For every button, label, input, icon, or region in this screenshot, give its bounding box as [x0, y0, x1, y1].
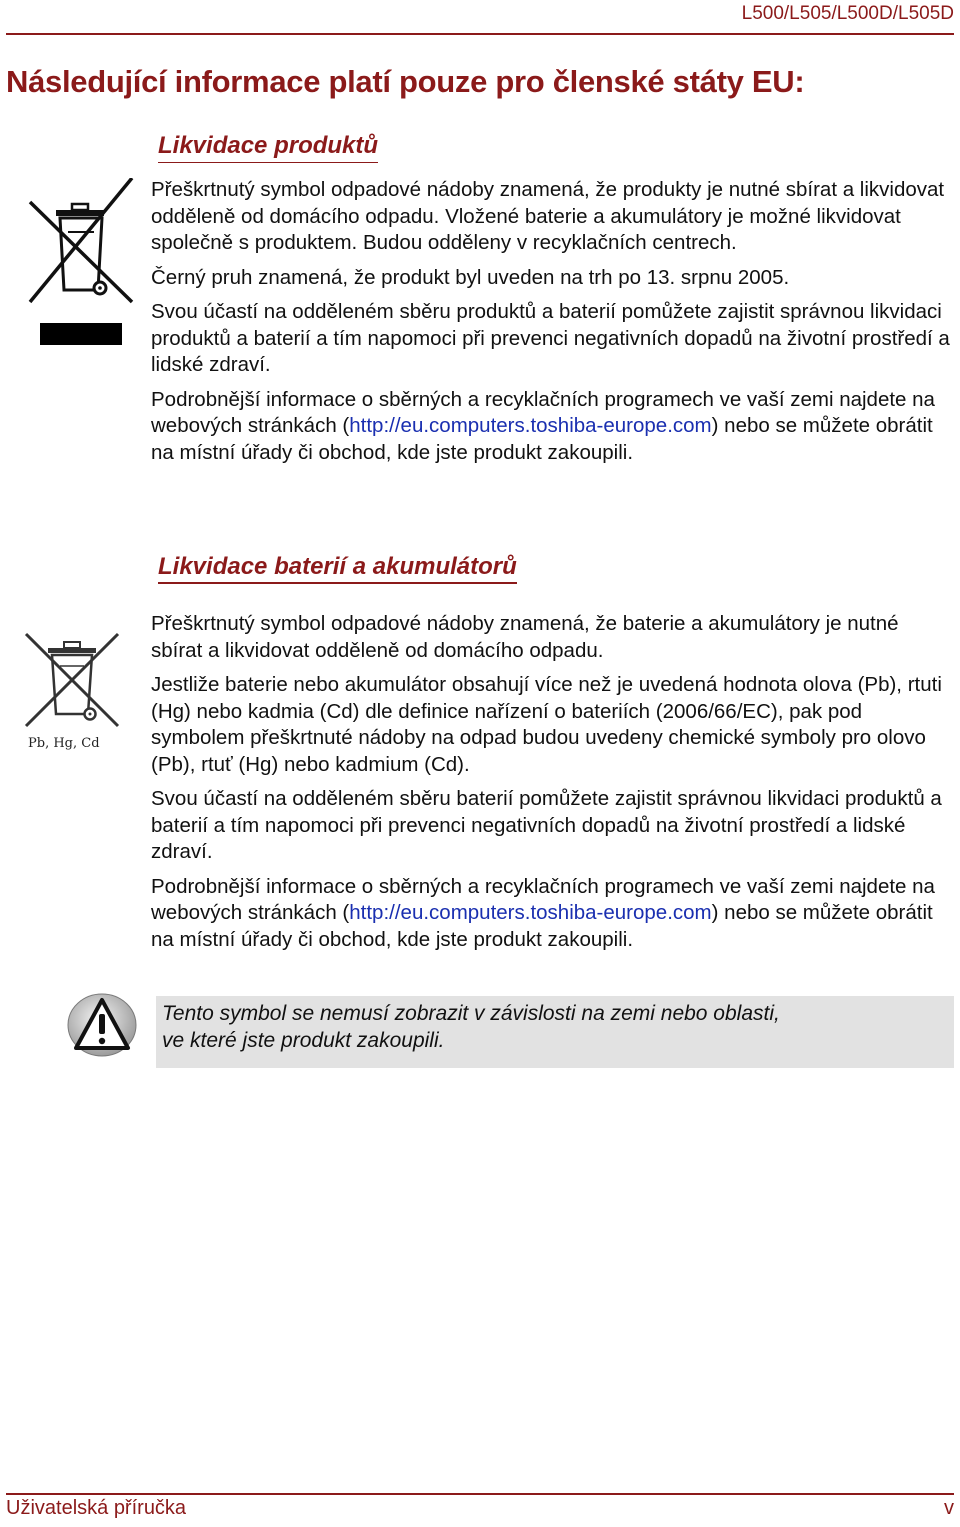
paragraph: Přeškrtnutý symbol odpadové nádoby znamená, že produkty je nutné sbírat a likvidovat odděleně od domácího odpadu. Vložené baterie a akumulátory je možné likvidovat společně s produktem. Budou odděleny v recyklačních centrech.	[151, 178, 945, 254]
warning-icon	[66, 992, 138, 1058]
product-disposal-text	[151, 177, 954, 474]
note-line-1: Tento symbol se nemusí zobrazit v závislosti na zemi nebo oblasti,	[162, 1002, 780, 1025]
header-model-code: L500/L505/L500D/L505D	[741, 3, 954, 24]
paragraph: Jestliže baterie nebo akumulátor obsahují více než je uvedená hodnota olova (Pb), rtuti (Hg) nebo kadmia (Cd) dle definice nařízení o bateriích (2006/66/EC), pak pod symbolem přeškrtnuté nádoby na odpad budou uvedeny chemické symboly pro olovo (Pb), rtuť (Hg) nebo kadmium (Cd).	[151, 673, 942, 776]
crossed-out-wheelie-bin-icon	[26, 178, 136, 308]
footer-page-number: v	[944, 1497, 954, 1519]
heading-underline	[158, 162, 378, 163]
paragraph: Černý pruh znamená, že produkt byl uveden na trh po 13. srpnu 2005.	[151, 265, 790, 289]
paragraph	[151, 874, 954, 954]
paragraph: Přeškrtnutý symbol odpadové nádoby znamená, že baterie a akumulátory je nutné sbírat a likvidovat odděleně od domácího odpadu.	[151, 612, 899, 662]
header-divider	[6, 33, 954, 35]
note-text	[162, 1001, 780, 1054]
section-heading-battery-label: Likvidace baterií a akumulátorů	[158, 553, 517, 580]
paragraph-text: Podrobnější informace o sběrných a recyklačních programech ve vaší zemi najdete na webových stránkách (	[151, 387, 935, 437]
toshiba-europe-link[interactable]: http://eu.computers.toshiba-europe.com	[349, 414, 712, 437]
crossed-out-battery-bin-icon	[22, 630, 122, 730]
heading-underline	[158, 582, 517, 584]
note-box	[156, 996, 954, 1068]
toshiba-europe-link[interactable]: http://eu.computers.toshiba-europe.com	[349, 901, 712, 924]
paragraph	[151, 387, 954, 467]
paragraph-text: ) nebo se můžete obrátit na místní úřady či obchod, kde jste produkt zakoupili.	[151, 901, 933, 951]
chemical-symbols-label: Pb, Hg, Cd	[28, 736, 100, 751]
section-heading-product-label: Likvidace produktů	[158, 132, 379, 159]
black-bar-marker	[40, 323, 122, 345]
footer-manual-title: Uživatelská příručka	[6, 1497, 187, 1519]
section-heading-product-disposal	[158, 132, 378, 160]
page-title: Následující informace platí pouze pro členské státy EU:	[6, 64, 805, 99]
section-heading-battery-disposal	[158, 553, 517, 581]
footer-divider	[6, 1493, 954, 1495]
paragraph: Svou účastí na odděleném sběru baterií pomůžete zajistit správnou likvidaci produktů a baterií a tím napomoci při prevenci negativních dopadů na životní prostředí a lidské zdraví.	[151, 787, 942, 863]
paragraph-text: Podrobnější informace o sběrných a recyklačních programech ve vaší zemi najdete na webových stránkách (	[151, 874, 935, 924]
paragraph-text: ) nebo se můžete obrátit na místní úřady či obchod, kde jste produkt zakoupili.	[151, 414, 933, 464]
note-line-2: ve které jste produkt zakoupili.	[162, 1028, 445, 1052]
paragraph: Svou účastí na odděleném sběru produktů a baterií pomůžete zajistit správnou likvidaci produktů a baterií a tím napomoci při prevenci negativních dopadů na životní prostředí a lidské zdraví.	[151, 300, 950, 376]
battery-disposal-text	[151, 611, 954, 961]
